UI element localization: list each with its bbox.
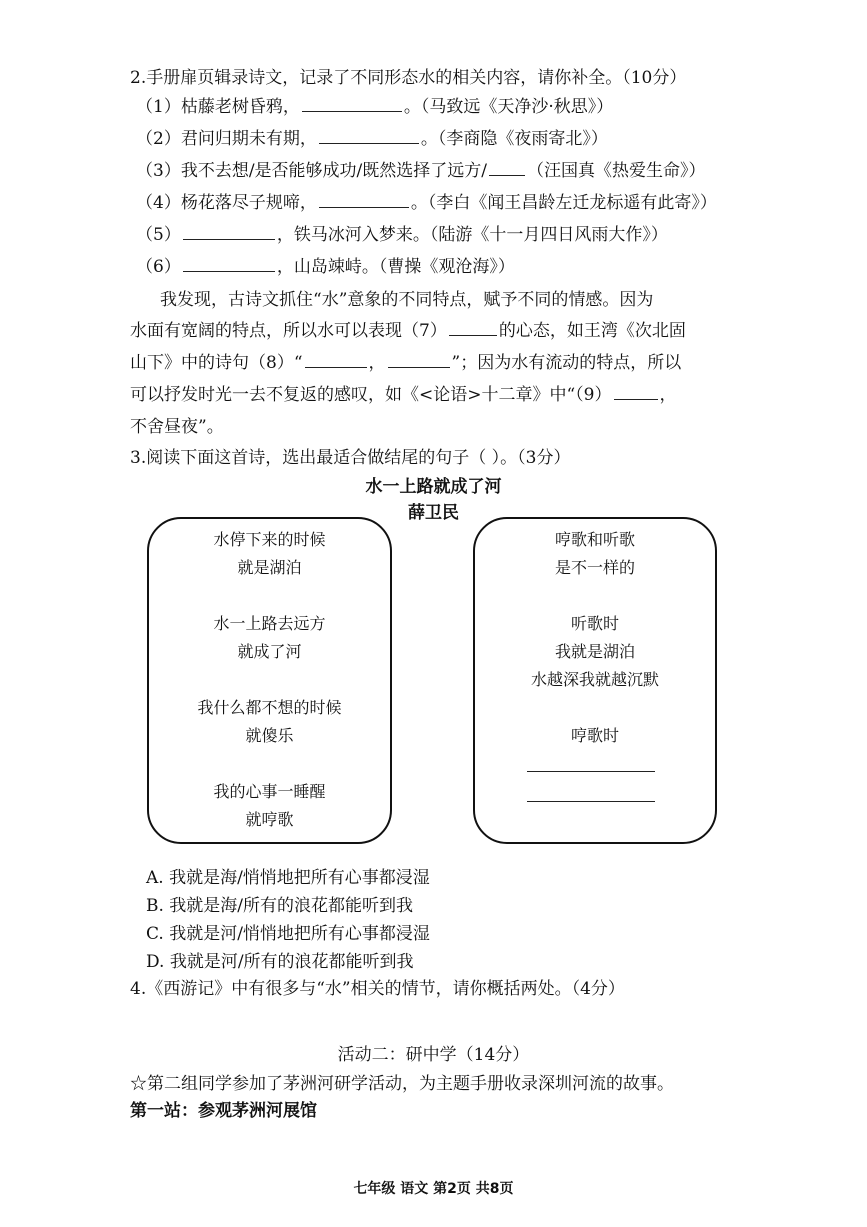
fill-blank[interactable] (319, 129, 419, 144)
poem-line: 水停下来的时候 (213, 530, 326, 549)
q2-item-before: 我不去想/是否能够成功/既然选择了远方/ (180, 161, 488, 181)
poem-line: 就成了河 (237, 642, 302, 661)
para-text: 山下》中的诗句（8）“ (130, 353, 303, 373)
q2-item-num: （6） (136, 257, 181, 277)
poem-line: 哼歌和听歌 (554, 530, 635, 549)
poem-left-box (147, 517, 392, 844)
fill-blank[interactable] (489, 161, 525, 176)
para-text: ， (659, 385, 677, 405)
poem-line: 哼歌时 (570, 726, 619, 745)
poem-line: 听歌时 (570, 614, 619, 633)
fill-blank[interactable] (183, 257, 275, 272)
option-b[interactable]: B. 我就是海/所有的浪花都能听到我 (146, 896, 414, 916)
poem-right-box (473, 517, 717, 844)
station1-heading: 第一站：参观茅洲河展馆 (130, 1101, 317, 1121)
poem-line: 我什么都不想的时候 (197, 698, 342, 717)
q2-para-line-3 (130, 351, 827, 375)
q2-item-6 (136, 255, 827, 279)
q2-item-after: 。（马致远《天净沙·秋思》） (403, 97, 614, 117)
option-c[interactable]: C. 我就是河/悄悄地把所有心事都浸湿 (146, 924, 430, 944)
q4-heading: 4.《西游记》中有很多与“水”相关的情节，请你概括两处。（4分） (130, 979, 625, 999)
q2-item-num: （3） (136, 161, 181, 181)
q2-item-num: （5） (136, 225, 181, 245)
option-a[interactable]: A. 我就是海/悄悄地把所有心事都浸湿 (146, 868, 430, 888)
q2-item-after: 。（李商隐《夜雨寄北》） (420, 129, 608, 149)
poem-line: 就哼歌 (245, 810, 294, 829)
fill-blank[interactable] (305, 353, 367, 368)
q2-para-line-4 (130, 383, 827, 407)
q2-item-3 (136, 159, 827, 183)
fill-blank[interactable] (183, 225, 275, 240)
para-text: 可以抒发时光一去不复返的感叹，如《<论语>十二章》中“（9） (130, 385, 612, 405)
poem-line: 是不一样的 (554, 558, 635, 577)
q3-heading: 3.阅读下面这首诗，选出最适合做结尾的句子（ ）。（3分） (130, 448, 571, 468)
fill-blank[interactable] (302, 97, 402, 112)
page-footer: 七年级 语文 第2页 共8页 (353, 1181, 514, 1197)
para-text: 的心态，如王湾《次北固 (498, 321, 686, 341)
q2-item-after: ，铁马冰河入梦来。（陆游《十一月四日风雨大作》） (276, 225, 668, 245)
activity2-intro: ☆第二组同学参加了茅洲河研学活动，为主题手册收录深圳河流的故事。 (130, 1074, 674, 1094)
poem-line: 水一上路去远方 (213, 614, 326, 633)
poem-line: 就是湖泊 (237, 558, 302, 577)
answer-blank-line[interactable] (527, 801, 655, 802)
q2-para-line-2 (130, 319, 827, 343)
q2-heading: 2.手册扉页辑录诗文，记录了不同形态水的相关内容，请你补全。（10分） (130, 68, 687, 88)
q2-para-line-1: 我发现，古诗文抓住“水”意象的不同特点，赋予不同的情感。因为 (160, 290, 654, 310)
poem-line: 我就是湖泊 (554, 642, 635, 661)
q2-item-num: （2） (136, 129, 181, 149)
q2-item-num: （4） (136, 193, 181, 213)
poem-author: 薛卫民 (408, 503, 459, 523)
q2-item-before: 君问归期未有期， (180, 129, 317, 149)
q2-para-line-5: 不舍昼夜”。 (130, 417, 224, 437)
q2-item-after: 。（李白《闻王昌龄左迁龙标遥有此寄》） (410, 193, 717, 213)
q2-item-4 (136, 191, 827, 215)
poem-line: 就傻乐 (245, 726, 294, 745)
option-d[interactable]: D. 我就是河/所有的浪花都能听到我 (146, 952, 414, 972)
poem-title: 水一上路就成了河 (365, 477, 502, 497)
poem-line: 我的心事一睡醒 (213, 782, 326, 801)
q2-item-1 (136, 95, 827, 119)
q2-item-2 (136, 127, 827, 151)
para-text: ”；因为水有流动的特点，所以 (451, 353, 682, 373)
q2-item-5 (136, 223, 827, 247)
q2-item-after: （汪国真《热爱生命》） (527, 161, 706, 181)
fill-blank[interactable] (614, 385, 658, 400)
q2-item-before: 杨花落尽子规啼， (180, 193, 317, 213)
para-text: ， (368, 353, 386, 373)
answer-blank-line[interactable] (527, 771, 655, 772)
q2-item-before: 枯藤老树昏鸦， (180, 97, 300, 117)
q2-item-after: ，山岛竦峙。（曹操《观沧海》） (276, 257, 515, 277)
poem-line: 水越深我就越沉默 (530, 670, 659, 689)
activity2-title: 活动二：研中学（14分） (337, 1045, 530, 1065)
fill-blank[interactable] (319, 193, 409, 208)
fill-blank[interactable] (449, 321, 497, 336)
fill-blank[interactable] (388, 353, 450, 368)
q2-item-num: （1） (136, 97, 181, 117)
para-text: 水面有宽阔的特点，所以水可以表现（7） (130, 321, 447, 341)
